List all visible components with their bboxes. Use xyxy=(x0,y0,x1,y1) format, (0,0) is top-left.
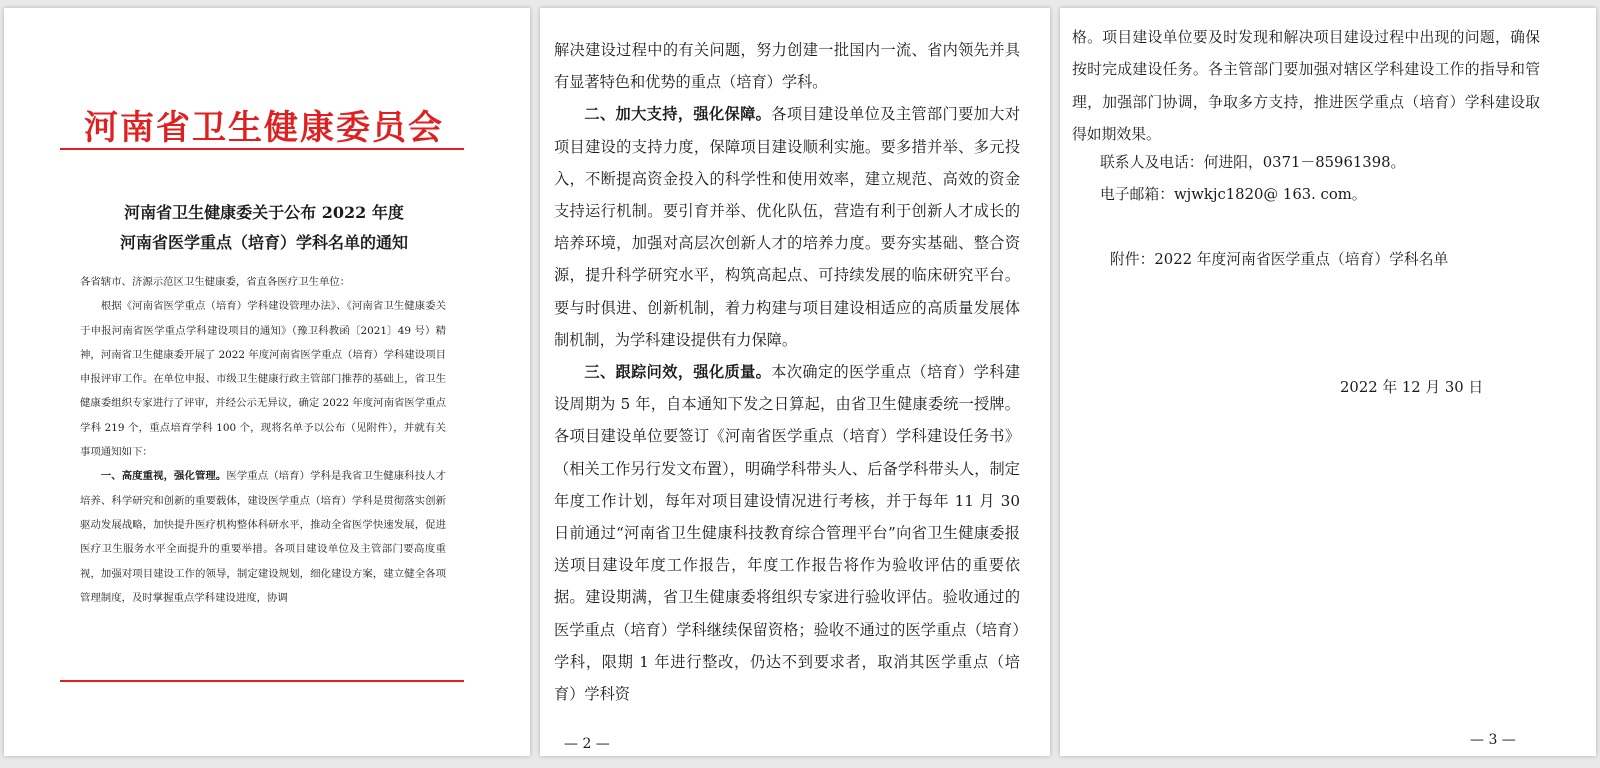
page-number: — 2 — xyxy=(564,736,610,752)
intro-paragraph: 根据《河南省医学重点（培育）学科建设管理办法》、《河南省卫生健康委关于申报河南省医学重点学科建设项目的通知》（豫卫科教函〔2021〕49 号）精神，河南省卫生健康委开展了 2022 年度河南省医学重点（培育）学科建设项目申报评审工作。在单位申报、市级卫生健康行政主管部门推荐的基础上，省卫生健康委组织专家进行了评审，并经公示无异议，确定 2022 年度河南省医学重点学科 219 个，重点培育学科 100 个，现将名单予以公布（见附件），并就有关事项通知如下： xyxy=(80,300,446,459)
page-number: — 3 — xyxy=(1470,732,1516,748)
section1-paragraph xyxy=(80,464,446,610)
notice-title xyxy=(64,198,464,258)
email-line: 电子邮箱：wjwkjc1820@ 163. com。 xyxy=(1100,186,1367,203)
section3-paragraph xyxy=(554,356,1020,710)
section2-paragraph xyxy=(554,98,1020,356)
section2-heading: 二、加大支持，强化保障。 xyxy=(584,105,772,124)
page1-body xyxy=(80,270,446,610)
issuer-header: 河南省卫生健康委员会 xyxy=(84,108,444,148)
footer-red-rule xyxy=(60,680,464,682)
addressee: 各省辖市、济源示范区卫生健康委，省直各医疗卫生单位： xyxy=(80,276,351,288)
document-page-3 xyxy=(1060,8,1596,756)
document-page-1 xyxy=(4,8,530,756)
title-line-2: 河南省医学重点（培育）学科名单的通知 xyxy=(119,233,408,252)
page3-continuation: 格。项目建设单位要及时发现和解决项目建设过程中出现的问题，确保按时完成建设任务。各主管部门要加强对辖区学科建设工作的指导和管理，加强部门协调，争取多方支持，推进医学重点（培育）学科建设取得如期效果。 xyxy=(1072,29,1540,144)
document-page-2 xyxy=(540,8,1050,756)
title-line-1: 河南省卫生健康委关于公布 2022 年度 xyxy=(124,203,404,222)
contact-line: 联系人及电话：何进阳，0371－85961398。 xyxy=(1100,154,1406,171)
section1-heading: 一、高度重视，强化管理。 xyxy=(100,470,227,483)
section3-heading: 三、跟踪问效，强化质量。 xyxy=(584,363,772,382)
page2-continuation: 解决建设过程中的有关问题，努力创建一批国内一流、省内领先并具有显著特色和优势的重点（培育）学科。 xyxy=(554,41,1020,92)
section3-text: 本次确定的医学重点（培育）学科建设周期为 5 年，自本通知下发之日算起，由省卫生健康委统一授牌。各项目建设单位要签订《河南省医学重点（培育）学科建设任务书》（相关工作另行发文布置），明确学科带头人、后备学科带头人，制定年度工作计划，每年对项目建设情况进行考核，并于每年 11 月 30 日前通过“河南省卫生健康科技教育综合管理平台”向省卫生健康委报送项目建设年度工作报告，年度工作报告将作为验收评估的重要依据。建设期满，省卫生健康委将组织专家进行验收评估。验收通过的医学重点（培育）学科继续保留资格；验收不通过的医学重点（培育）学科，限期 1 年进行整改，仍达不到要求者，取消其医学重点（培育）学科资 xyxy=(554,363,1021,704)
issue-date: 2022 年 12 月 30 日 xyxy=(1340,379,1484,396)
header-red-rule xyxy=(60,148,464,150)
attachment-line: 附件：2022 年度河南省医学重点（培育）学科名单 xyxy=(1110,251,1449,268)
section1-text: 医学重点（培育）学科是我省卫生健康科技人才培养、科学研究和创新的重要载体，建设医学重点（培育）学科是贯彻落实创新驱动发展战略，加快提升医疗机构整体科研水平，推动全省医学快速发展，促进医疗卫生服务水平全面提升的重要举措。各项目建设单位及主管部门要高度重视，加强对项目建设工作的领导，制定建设规划，细化建设方案，建立健全各项管理制度，及时掌握重点学科建设进度，协调 xyxy=(80,470,447,604)
page2-body xyxy=(554,34,1020,710)
page3-body xyxy=(1072,22,1540,152)
section2-text: 各项目建设单位及主管部门要加大对项目建设的支持力度，保障项目建设顺利实施。要多措并举、多元投入，不断提高资金投入的科学性和使用效率，建立规范、高效的资金支持运行机制。要引育并举、优化队伍，营造有利于创新人才成长的培养环境，加强对高层次创新人才的培养力度。要夯实基础、整合资源，提升科学研究水平，构筑高起点、可持续发展的临床研究平台。要与时俱进、创新机制，着力构建与项目建设相适应的高质量发展体制机制，为学科建设提供有力保障。 xyxy=(554,105,1021,349)
